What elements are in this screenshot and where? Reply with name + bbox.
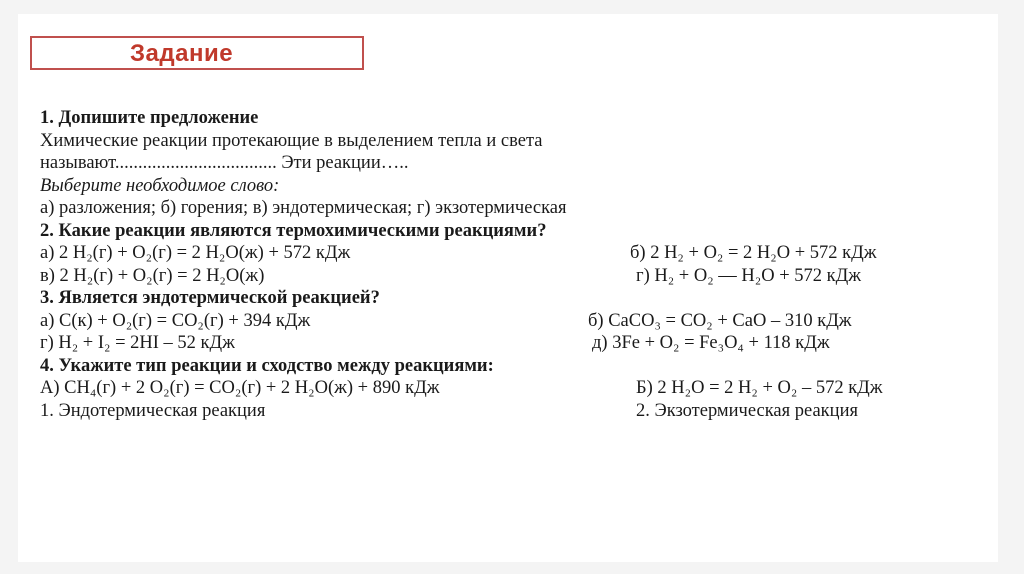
q4-reaction-a: А) CH₄(г) + 2 O₂(г) = CO₂(г) + 2 H₂O(ж) + 890 кДж <box>40 378 440 398</box>
q4-reaction-b: Б) 2 H₂O = 2 H₂ + O₂ – 572 кДж <box>636 378 883 398</box>
q1-options: а) разложения; б) горения; в) эндотермическая; г) экзотермическая <box>40 198 567 218</box>
q4-heading: 4. Укажите тип реакции и сходство между реакциями: <box>40 355 494 376</box>
q4-type-1: 1. Эндотермическая реакция <box>40 400 266 421</box>
q2-heading: 2. Какие реакции являются термохимическими реакциями? <box>40 220 547 241</box>
q1-text-1: Химические реакции протекающие в выделением тепла и света <box>40 130 543 151</box>
q3-option-b: б) CaCO₃ = CO₂ + CaO – 310 кДж <box>588 310 852 331</box>
q1-heading: 1. Допишите предложение <box>40 108 259 128</box>
q2-option-b: б) 2 H₂ + O₂ = 2 H₂O + 572 кДж <box>630 243 877 263</box>
slide <box>18 14 998 562</box>
q3-heading: 3. Является эндотермической реакцией? <box>40 288 380 308</box>
q1-instruction: Выберите необходимое слово: <box>40 175 280 196</box>
q1-text-2: называют................................... Эти реакции….. <box>40 153 409 173</box>
task-content <box>40 107 990 422</box>
q3-option-d: д) 3Fe + O₂ = Fe₃O₄ + 118 кДж <box>592 333 830 353</box>
slide-title: Задание <box>130 40 234 67</box>
title-box <box>30 36 364 70</box>
q2-option-c: в) 2 H₂(г) + O₂(г) = 2 H₂O(ж) <box>40 265 265 286</box>
q2-option-d: г) H₂ + O₂ — H₂O + 572 кДж <box>636 265 862 286</box>
q3-option-c: г) H₂ + I₂ = 2HI – 52 кДж <box>40 333 235 353</box>
q2-option-a: а) 2 H₂(г) + O₂(г) = 2 H₂O(ж) + 572 кДж <box>40 243 351 263</box>
q4-type-2: 2. Экзотермическая реакция <box>636 400 858 421</box>
q3-option-a: а) C(к) + O₂(г) = CO₂(г) + 394 кДж <box>40 310 311 331</box>
